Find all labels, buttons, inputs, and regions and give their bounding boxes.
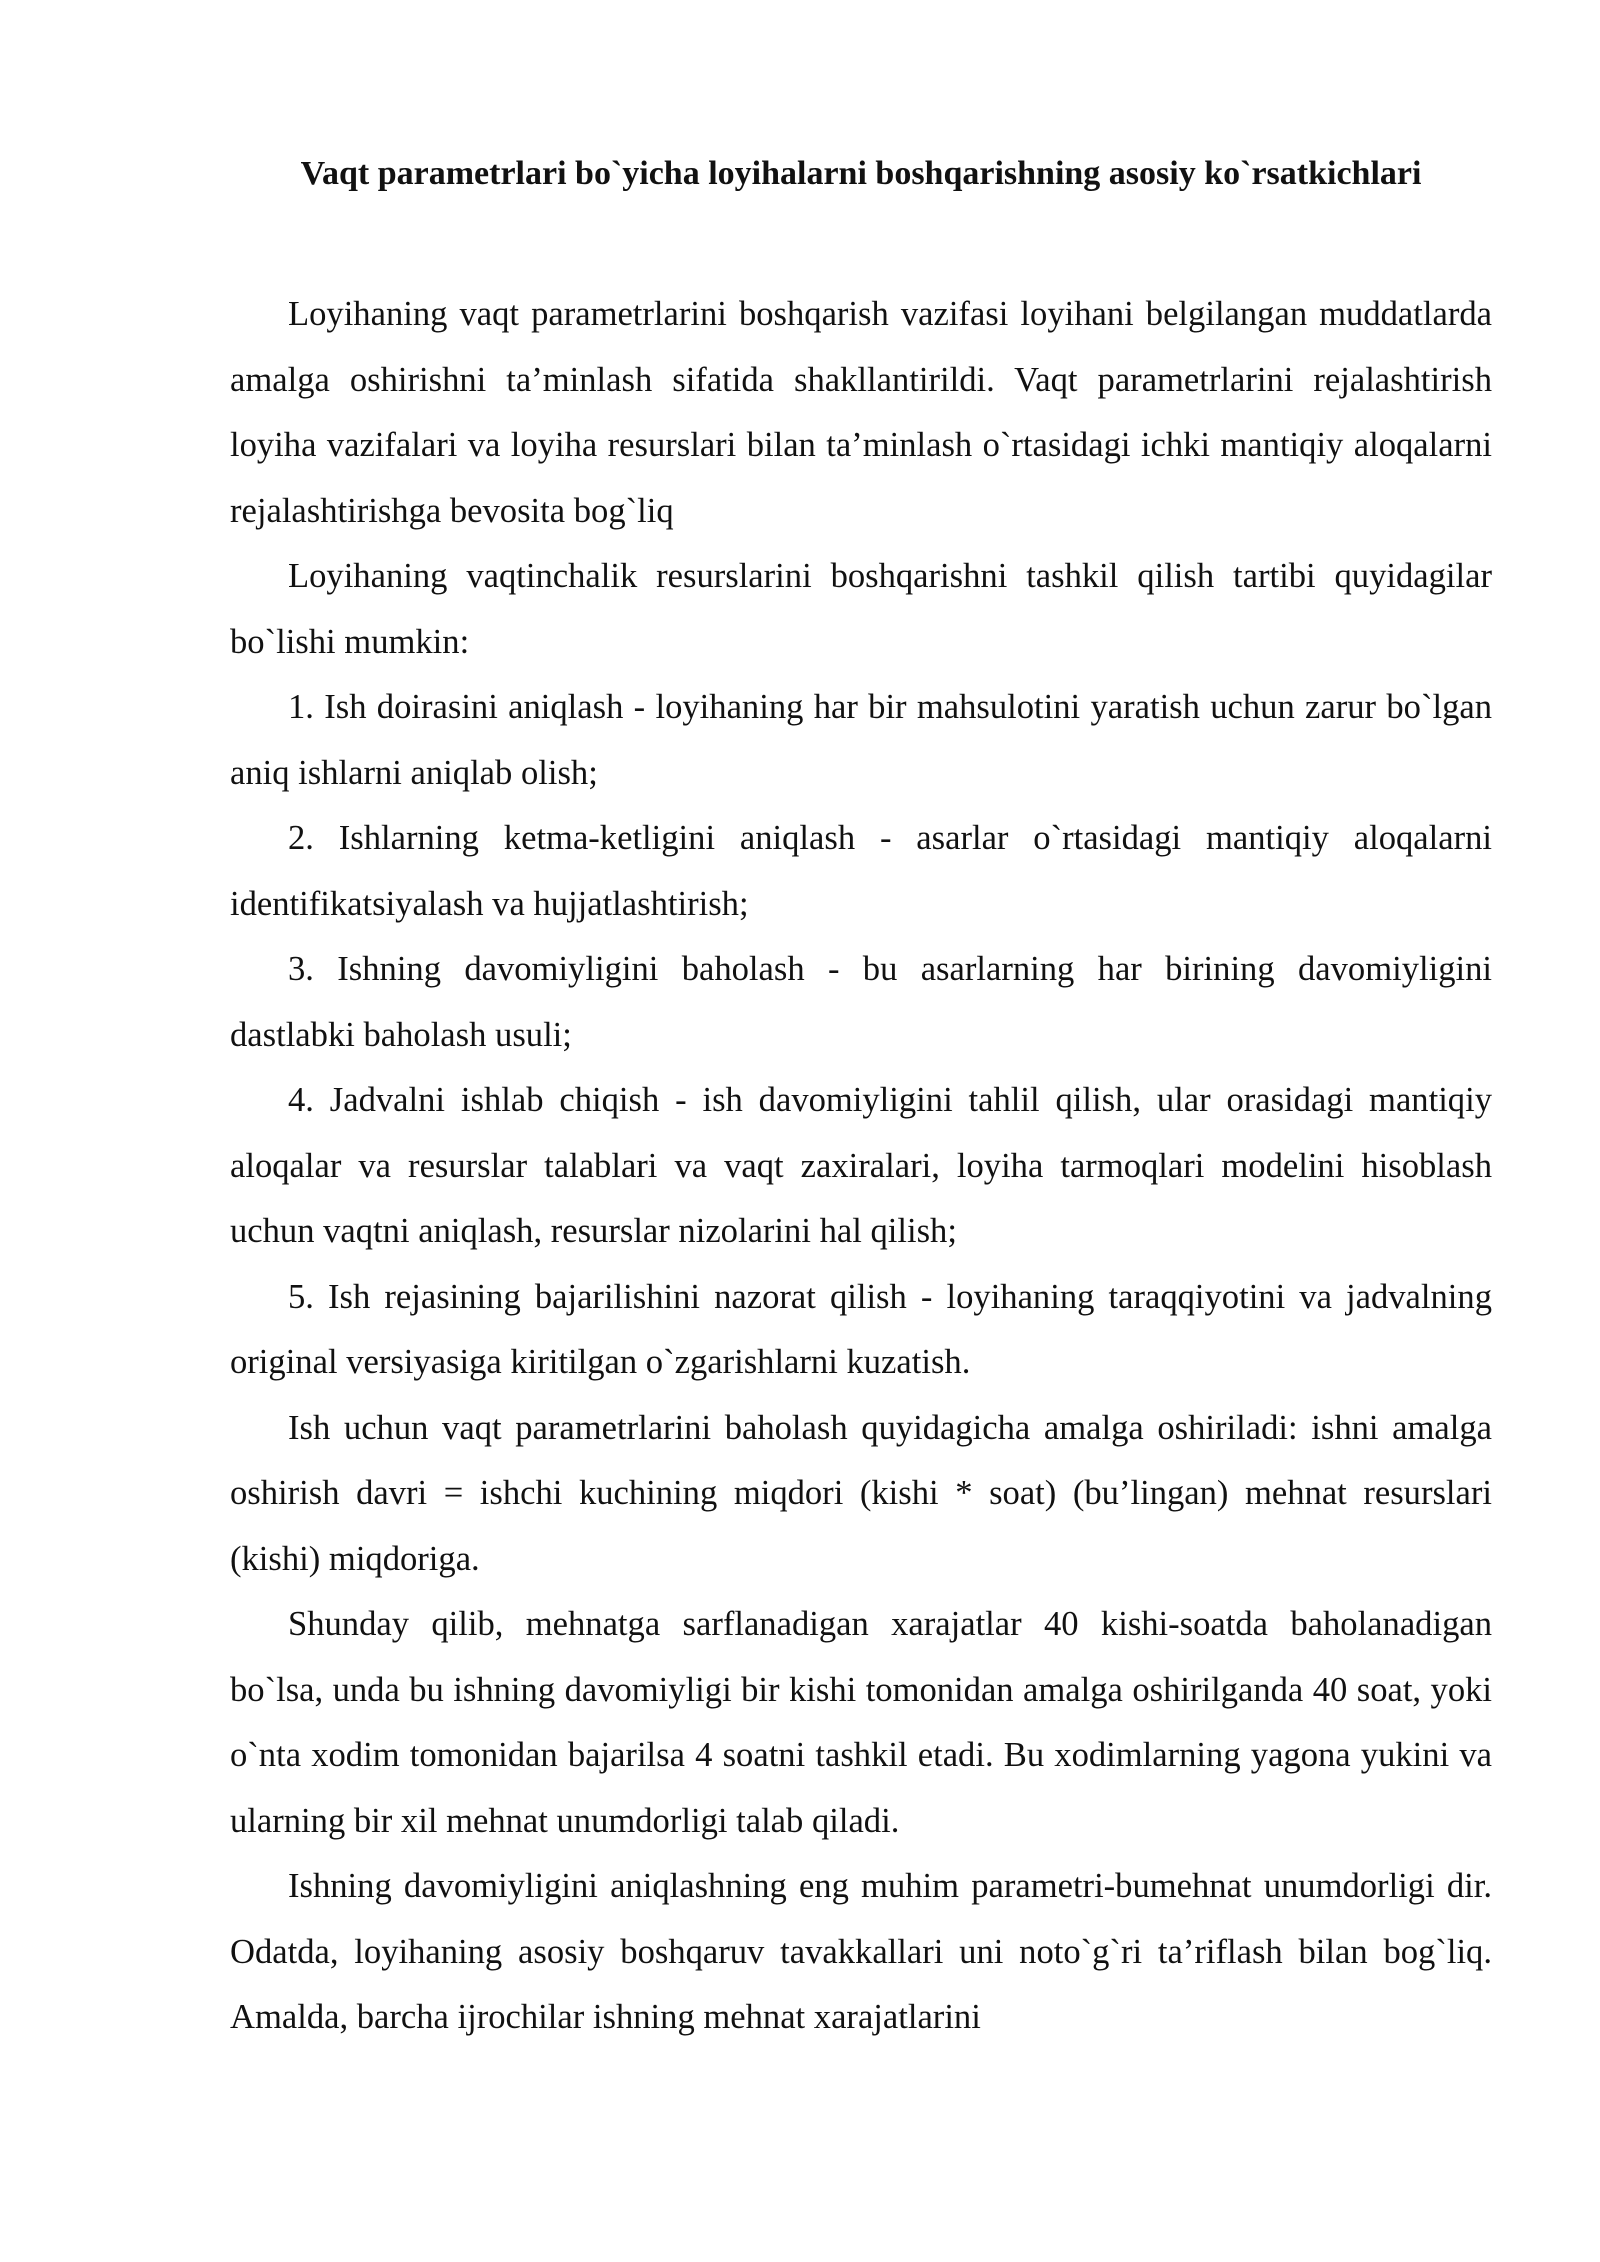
document-title: Vaqt parametrlari bo`yicha loyihalarni boshqarishning asosiy ko`rsatkichlari	[300, 155, 1422, 192]
document-body	[230, 282, 1492, 2051]
paragraph-estimation: Ish uchun vaqt parametrlarini baholash quyidagicha amalga oshiriladi: ishni amalga oshirish davri = ishchi kuchining miqdori (kishi * soat) (bu’lingan) mehnat resurslari (kishi) miqdoriga.	[230, 1408, 1492, 1578]
paragraph-example: Shunday qilib, mehnatga sarflanadigan xarajatlar 40 kishi-soatda baholanadigan bo`lsa, unda bu ishning davomiyligi bir kishi tomonidan amalga oshirilganda 40 soat, yoki o`nta xodim tomonidan bajarilsa 4 soatni tashkil etadi. Bu xodimlarning yagona yukini va ularning bir xil mehnat unumdorligi talab qiladi.	[230, 1605, 1492, 1840]
list-item-4: 4. Jadvalni ishlab chiqish - ish davomiyligini tahlil qilish, ular orasidagi mantiqiy aloqalar va resurslar talablari va vaqt zaxiralari, loyiha tarmoqlari modelini hisoblash uchun vaqtni aniqlash, resurslar nizolarini hal qilish;	[230, 1081, 1492, 1250]
list-item-2: 2. Ishlarning ketma-ketligini aniqlash - asarlar o`rtasidagi mantiqiy aloqalarni identifikatsiyalash va hujjatlashtirish;	[230, 819, 1492, 923]
paragraph-intro: Loyihaning vaqt parametrlarini boshqarish vazifasi loyihani belgilangan muddatlarda amalga oshirishni ta’minlash sifatida shakllantirildi. Vaqt parametrlarini rejalashtirish loyiha vazifalari va loyiha resurslari bilan ta’minlash o`rtasidagi ichki mantiqiy aloqalarni rejalashtirishga bevosita bog`liq	[230, 295, 1492, 530]
paragraph-productivity: Ishning davomiyligini aniqlashning eng muhim parametri-bumehnat unumdorligi dir. Odatda, loyihaning asosiy boshqaruv tavakkallari uni noto`g`ri ta’riflash bilan bog`liq. Amalda, barcha ijrochilar ishning mehnat xarajatlarini	[230, 1867, 1492, 2036]
list-item-5: 5. Ish rejasining bajarilishini nazorat qilish - loyihaning taraqqiyotini va jadvalning original versiyasiga kiritilgan o`zgarishlarni kuzatish.	[230, 1277, 1492, 1381]
list-item-3: 3. Ishning davomiyligini baholash - bu asarlarning har birining davomiyligini dastlabki baholash usuli;	[230, 950, 1492, 1054]
paragraph-procedure: Loyihaning vaqtinchalik resurslarini boshqarishni tashkil qilish tartibi quyidagilar bo`lishi mumkin:	[230, 557, 1492, 661]
list-item-1: 1. Ish doirasini aniqlash - loyihaning har bir mahsulotini yaratish uchun zarur bo`lgan aniq ishlarni aniqlab olish;	[230, 688, 1492, 792]
